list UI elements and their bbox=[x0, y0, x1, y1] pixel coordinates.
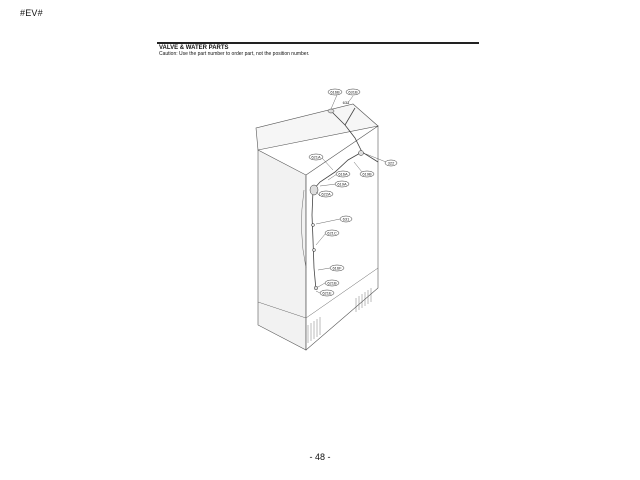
bottom-fitting bbox=[314, 286, 318, 290]
top-fitting bbox=[328, 109, 334, 113]
page-number: - 48 - bbox=[309, 452, 331, 462]
callout-label: 621B bbox=[327, 280, 337, 286]
callout-label: 622A bbox=[321, 191, 331, 197]
callout-631b bbox=[346, 89, 360, 95]
callout-label: 621A bbox=[311, 154, 321, 160]
cabinet-left-face bbox=[258, 150, 306, 350]
section-title: VALVE & WATER PARTS bbox=[159, 45, 229, 51]
callout-631-mid bbox=[340, 216, 352, 222]
callout-622a bbox=[319, 191, 333, 197]
callout-label: 621C bbox=[327, 230, 337, 236]
refrigerator-cabinet bbox=[256, 104, 378, 350]
callout-621a bbox=[309, 154, 323, 160]
callout-label: 631 bbox=[342, 100, 350, 105]
tee-fitting bbox=[359, 151, 364, 156]
callout-616a bbox=[336, 171, 350, 177]
callout-label: 616F bbox=[332, 265, 342, 271]
callout-619a bbox=[335, 181, 349, 187]
model-tag: #EV# bbox=[20, 8, 43, 18]
callout-label: 619B bbox=[362, 171, 372, 177]
callout-631-top bbox=[343, 100, 350, 105]
mid-fitting bbox=[312, 224, 315, 227]
callout-621b bbox=[325, 280, 339, 286]
caution-note: Caution: Use the part number to order part, not the position number. bbox=[159, 51, 310, 57]
callout-616b bbox=[328, 89, 342, 95]
callout-label: 631B bbox=[348, 89, 358, 95]
callout-label: 616A bbox=[338, 171, 348, 177]
lower-fitting bbox=[313, 249, 316, 252]
callout-label: 619A bbox=[337, 181, 347, 187]
callout-label: 621E bbox=[322, 290, 332, 296]
callout-621c bbox=[325, 230, 339, 236]
callout-label: 322 bbox=[387, 160, 395, 166]
callout-616f bbox=[330, 265, 344, 271]
callout-619b bbox=[360, 171, 374, 177]
callout-621e bbox=[320, 290, 334, 296]
callout-label: 631 bbox=[342, 216, 350, 222]
callout-322 bbox=[385, 160, 397, 166]
dispenser-valve bbox=[310, 185, 318, 195]
callout-label: 616B bbox=[330, 89, 340, 95]
